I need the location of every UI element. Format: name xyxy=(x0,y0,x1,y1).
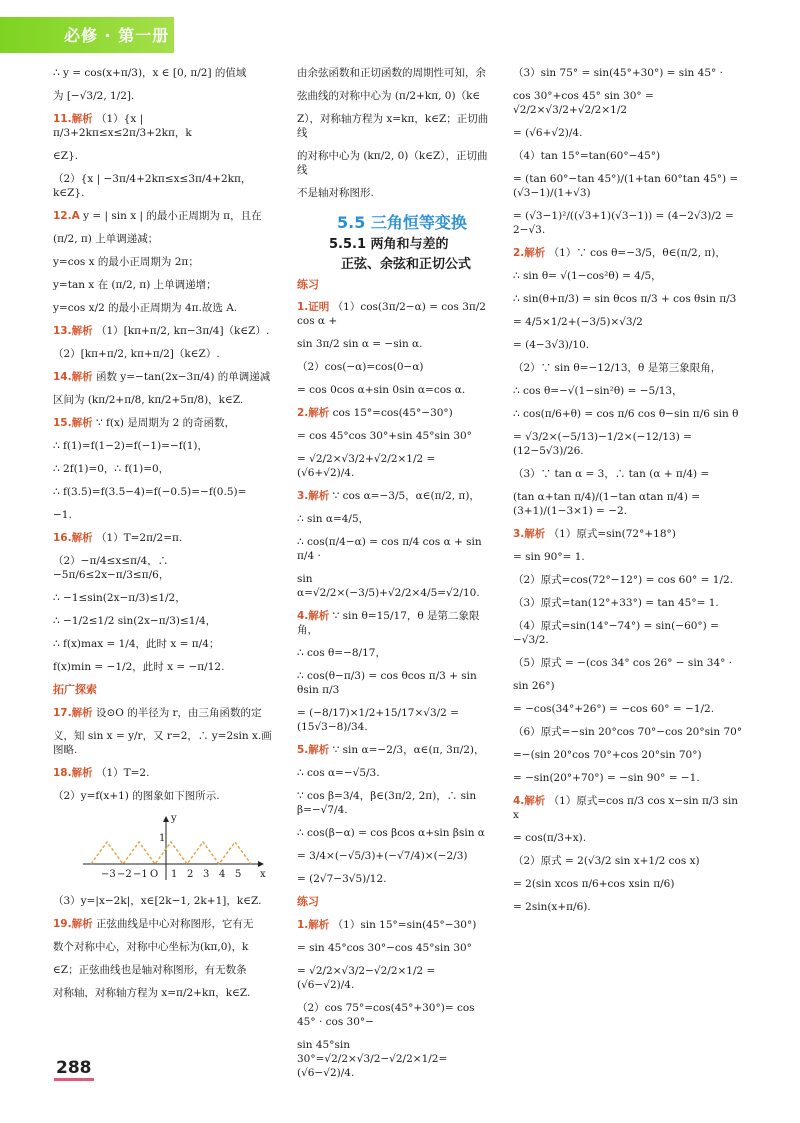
text-line xyxy=(513,315,745,329)
text-line xyxy=(53,324,275,338)
y-axis-label: y xyxy=(171,813,177,824)
text-line xyxy=(297,941,495,955)
text-line xyxy=(513,573,745,587)
answer-tag: 拓广探索 xyxy=(53,683,97,696)
text-line xyxy=(513,209,745,237)
line-text: （3）原式=tan(12°+33°) = tan 45°= 1. xyxy=(513,597,719,609)
text-line xyxy=(513,292,745,306)
line-text: （3）∵ tan α = 3，∴ tan (α + π/4) = xyxy=(513,468,710,480)
answer-tag: 11.解析 xyxy=(53,113,93,125)
answer-tag: 15.解析 xyxy=(53,417,93,429)
line-text: ∴ cos θ=−√(1−sin²θ) = −5/13， xyxy=(513,385,683,397)
line-text: ∴ f(1)=f(1−2)=f(−1)=−f(1)， xyxy=(53,440,209,452)
line-text: = −cos(34°+26°) = −cos 60° = −1/2. xyxy=(513,703,715,715)
line-text: 区间为 (kπ/2+π/8, kπ/2+5π/8)，k∈Z. xyxy=(53,394,244,406)
text-line xyxy=(297,300,495,328)
line-text: y = | sin x | 的最小正周期为 π，且在 xyxy=(83,210,262,222)
line-text: ∵ cos β=3/4，β∈(3π/2, 2π)，∴ sin β=−√7/4. xyxy=(297,790,477,816)
text-line xyxy=(53,637,275,651)
answer-tag: 1.证明 xyxy=(297,301,330,313)
text-line xyxy=(513,794,745,822)
text-line xyxy=(297,918,495,932)
text-line xyxy=(53,149,275,163)
line-text: = 3/4×(−√5/3)+(−√7/4)×(−2/3) xyxy=(297,850,468,862)
text-line xyxy=(53,439,275,453)
line-text: ∴ sin α=4/5， xyxy=(297,513,370,525)
text-line xyxy=(513,467,745,481)
text-line xyxy=(513,430,745,458)
answer-tag: 4.解析 xyxy=(297,610,330,622)
text-line xyxy=(297,337,495,351)
text-line xyxy=(53,370,275,384)
line-text: f(x)min = −1/2，此时 x = −π/12. xyxy=(53,661,225,673)
line-text: （1）cos(3π/2−α) = cos 3π/2 cos α + xyxy=(297,301,486,327)
answer-tag: 2.解析 xyxy=(297,407,330,419)
text-line xyxy=(297,766,495,780)
column-1-tail-lines xyxy=(53,894,275,1000)
line-text: ∴ cos(θ−π/3) = cos θcos π/3 + sin θsin π/3 xyxy=(297,670,477,696)
column-2-top-lines xyxy=(297,66,495,200)
practice-heading: 练习 xyxy=(297,278,319,291)
text-line xyxy=(53,706,275,720)
text-line xyxy=(513,725,745,739)
text-line xyxy=(53,232,275,246)
y-axis-arrow-icon xyxy=(163,816,169,822)
text-line xyxy=(513,361,745,375)
line-text: = sin 45°cos 30°−cos 45°sin 30° xyxy=(297,942,472,954)
line-text: （2）y=f(x+1) 的图象如下图所示. xyxy=(53,790,220,802)
column-2-body-lines xyxy=(297,300,495,1080)
x-tick-label: O xyxy=(150,869,159,880)
text-line xyxy=(53,209,275,223)
line-text: ∵ sin θ=15/17，θ 是第二象限角， xyxy=(297,610,480,636)
graph-svg xyxy=(53,812,275,886)
line-text: （2）−π/4≤x≤π/4，∴ −5π/6≤2x−π/3≤π/6， xyxy=(53,555,170,581)
text-line xyxy=(53,614,275,628)
text-line xyxy=(297,646,495,660)
line-text: = √3/2×(−5/13)−1/2×(−12/13) = (12−5√3)/26. xyxy=(513,431,692,457)
answer-tag: 19.解析 xyxy=(53,918,93,930)
line-text: （1）[kπ+π/2, kπ−3π/4]（k∈Z）. xyxy=(95,325,270,337)
line-text: 数个对称中心，对称中心坐标为(kπ,0)，k xyxy=(53,941,249,953)
line-text: = (2√7−3√5)/12. xyxy=(297,873,387,885)
text-line xyxy=(297,572,495,600)
line-text: = √2/2×√3/2+√2/2×1/2 = (√6+√2)/4. xyxy=(297,453,436,479)
line-text: cos 15°=cos(45°−30°) xyxy=(332,407,453,419)
x-tick-label: 5 xyxy=(235,869,242,880)
line-text: （1）原式=sin(72°+18°) xyxy=(548,528,676,540)
text-line xyxy=(53,917,275,931)
line-text: （4）tan 15°=tan(60°−45°) xyxy=(513,150,661,162)
line-text: （4）原式=sin(14°−74°) = sin(−60°) = −√3/2. xyxy=(513,620,719,646)
line-text: （1）原式=cos π/3 cos x−sin π/3 sin x xyxy=(513,795,738,821)
text-line xyxy=(53,894,275,908)
line-text: （1）sin 15°=sin(45°−30°) xyxy=(332,919,477,931)
text-line xyxy=(297,112,495,140)
x-tick-label: −1 xyxy=(133,869,148,880)
section-subtitle-2: 正弦、余弦和正切公式 xyxy=(341,257,472,272)
line-text: = 2sin(x+π/6). xyxy=(513,901,591,913)
line-text: −1. xyxy=(53,509,72,521)
answer-tag: 4.解析 xyxy=(513,795,546,807)
text-line xyxy=(53,683,275,697)
text-line xyxy=(53,278,275,292)
text-line xyxy=(513,172,745,200)
line-text: 不是轴对称图形. xyxy=(297,187,374,199)
x-axis-arrow-icon xyxy=(258,861,264,867)
page-number-underline xyxy=(54,1078,94,1081)
line-text: （2）原式=cos(72°−12°) = cos 60° = 1/2. xyxy=(513,574,734,586)
line-text: ∴ sin θ= √(1−cos²θ) = 4/5， xyxy=(513,270,662,282)
text-line xyxy=(53,112,275,140)
header-title: 必修 · 第一册 xyxy=(64,26,170,45)
line-text: 义，知 sin x = y/r，又 r=2，∴ y=2sin x.画图略. xyxy=(53,730,272,756)
column-1-lines xyxy=(53,66,275,803)
text-line xyxy=(53,766,275,780)
line-text: sin 26°) xyxy=(513,680,555,692)
text-line xyxy=(297,383,495,397)
text-line xyxy=(513,596,745,610)
line-text: = 2(sin xcos π/6+cos xsin π/6) xyxy=(513,878,675,890)
y-tick-label: 1 xyxy=(159,833,166,844)
text-line xyxy=(513,338,745,352)
column-3-lines xyxy=(513,66,745,914)
line-text: = √2/2×√3/2−√2/2×1/2 = (√6−√2)/4. xyxy=(297,965,436,991)
line-text: ∴ 2f(1)=0，∴ f(1)=0， xyxy=(53,463,170,475)
text-line xyxy=(53,89,275,103)
text-line xyxy=(297,360,495,374)
column-2 xyxy=(297,66,495,1089)
text-line xyxy=(53,66,275,80)
line-text: = −sin(20°+70°) = −sin 90° = −1. xyxy=(513,772,700,784)
text-line xyxy=(53,940,275,954)
text-line xyxy=(513,619,745,647)
answer-tag: 5.解析 xyxy=(297,744,330,756)
text-line xyxy=(513,246,745,260)
x-tick-label: 2 xyxy=(187,869,194,880)
line-text: cos 30°+cos 45° sin 30° = √2/2×√3/2+√2/2×1/2 xyxy=(513,90,654,116)
page-number: 288 xyxy=(56,1058,92,1078)
line-text: （2）原式 = 2(√3/2 sin x+1/2 cos x) xyxy=(513,855,700,867)
line-text: 函数 y=−tan(2x−3π/4) 的单调递减 xyxy=(95,371,271,383)
answer-tag: 1.解析 xyxy=(297,919,330,931)
text-line xyxy=(53,660,275,674)
text-line xyxy=(53,729,275,757)
text-line xyxy=(53,393,275,407)
text-line xyxy=(53,554,275,582)
line-text: ∴ y = cos(x+π/3)，x ∈ [0, π/2] 的值域 xyxy=(53,67,247,79)
text-line xyxy=(513,702,745,716)
answer-tag: 13.解析 xyxy=(53,325,93,337)
column-3 xyxy=(513,66,745,923)
text-line xyxy=(297,1038,495,1080)
line-text: ∈Z}. xyxy=(53,150,79,162)
text-line xyxy=(297,406,495,420)
text-line xyxy=(513,679,745,693)
line-text: = cos 0cos α+sin 0sin α=cos α. xyxy=(297,384,466,396)
text-line xyxy=(297,789,495,817)
line-text: （3）sin 75° = sin(45°+30°) = sin 45° · xyxy=(513,67,723,79)
text-line xyxy=(297,429,495,443)
line-text: ∵ f(x) 是周期为 2 的奇函数， xyxy=(95,417,236,429)
section-title: 5.5 三角恒等变换 xyxy=(337,213,467,232)
text-line xyxy=(513,656,745,670)
line-text: 设⊙O 的半径为 r，由三角函数的定 xyxy=(95,707,262,719)
line-text: sin α=√2/2×(−3/5)+√2/2×4/5=√2/10. xyxy=(297,573,480,599)
text-line xyxy=(297,512,495,526)
line-text: 为 [−√3/2, 1/2]. xyxy=(53,90,135,102)
line-text: （5）原式 = −(cos 34° cos 26° − sin 34° · xyxy=(513,657,733,669)
text-line xyxy=(297,89,495,103)
answer-tag: 3.解析 xyxy=(297,490,330,502)
line-text: （2）cos 75°=cos(45°+30°)= cos 45° · cos 30°− xyxy=(297,1002,475,1028)
text-line xyxy=(513,269,745,283)
line-text: （2）cos(−α)=cos(0−α) xyxy=(297,361,424,373)
text-line xyxy=(297,186,495,200)
line-text: ∴ f(x)max = 1/4，此时 x = π/4； xyxy=(53,638,220,650)
text-line xyxy=(297,826,495,840)
text-line xyxy=(297,489,495,503)
line-text: ∵ sin α=−2/3，α∈(π, 3π/2)， xyxy=(332,744,485,756)
line-text: sin 45°sin 30°=√2/2×√3/2−√2/2×1/2=(√6−√2)/4. xyxy=(297,1039,448,1079)
line-text: =−(sin 20°cos 70°+cos 20°sin 70°) xyxy=(513,749,702,761)
text-line xyxy=(297,1001,495,1029)
text-line xyxy=(297,452,495,480)
line-text: y=cos x/2 的最小正周期为 4π.故选 A. xyxy=(53,302,238,314)
line-text: 正弦曲线是中心对称图形，它有无 xyxy=(95,918,254,930)
answer-tag: 18.解析 xyxy=(53,767,93,779)
x-axis-label: x xyxy=(260,869,266,880)
function-graph xyxy=(53,812,275,886)
line-text: （6）原式=−sin 20°cos 70°−cos 20°sin 70° xyxy=(513,726,743,738)
line-text: （1）T=2. xyxy=(95,767,150,779)
text-line xyxy=(297,964,495,992)
text-line xyxy=(513,407,745,421)
line-text: (tan α+tan π/4)/(1−tan αtan π/4) = (3+1)/(1−3×1) = −2. xyxy=(513,491,701,517)
text-line xyxy=(297,535,495,563)
answer-tag: 17.解析 xyxy=(53,707,93,719)
line-text: = (tan 60°−tan 45°)/(1+tan 60°tan 45°) = (√3−1)/(1+√3) xyxy=(513,173,739,199)
line-text: ∴ cos α=−√5/3. xyxy=(297,767,380,779)
text-line xyxy=(297,895,495,909)
text-line xyxy=(53,508,275,522)
text-line xyxy=(297,669,495,697)
line-text: ∴ cos(π/6+θ) = cos π/6 cos θ−sin π/6 sin θ xyxy=(513,408,739,420)
line-text: sin 3π/2 sin α = −sin α. xyxy=(297,338,423,350)
line-text: ∴ sin(θ+π/3) = sin θcos π/3 + cos θsin π/3 xyxy=(513,293,737,305)
line-text: （2）{x | −3π/4+2kπ≤x≤3π/4+2kπ，k∈Z}. xyxy=(53,173,252,199)
column-1 xyxy=(53,66,275,1009)
text-line xyxy=(513,831,745,845)
text-line xyxy=(513,89,745,117)
line-text: 对称轴，对称轴方程为 x=π/2+kπ，k∈Z. xyxy=(53,987,251,999)
text-line xyxy=(297,872,495,886)
line-text: = (√3−1)²/((√3+1)(√3−1)) = (4−2√3)/2 = 2−√3. xyxy=(513,210,734,236)
x-tick-label: −2 xyxy=(117,869,132,880)
x-tick-label: 1 xyxy=(171,869,178,880)
line-text: y=cos x 的最小正周期为 2π； xyxy=(53,256,199,268)
line-text: ∴ −1≤sin(2x−π/3)≤1/2， xyxy=(53,592,186,604)
section-subtitle: 5.5.1 两角和与差的 xyxy=(329,237,449,252)
x-tick-label: −3 xyxy=(101,869,116,880)
line-text: (π/2, π) 上单调递减； xyxy=(53,233,159,245)
text-line xyxy=(53,591,275,605)
line-text: = 4/5×1/2+(−3/5)×√3/2 xyxy=(513,316,643,328)
line-text: （1）∵ cos θ=−3/5，θ∈(π/2, π)， xyxy=(548,247,726,259)
text-line xyxy=(53,531,275,545)
answer-tag: 12.A xyxy=(53,210,80,222)
text-line xyxy=(53,301,275,315)
text-line xyxy=(513,66,745,80)
line-text: = (4−3√3)/10. xyxy=(513,339,590,351)
text-line xyxy=(297,66,495,80)
line-text: = (−8/17)×1/2+15/17×√3/2 = (15√3−8)/34. xyxy=(297,707,459,733)
text-line xyxy=(53,347,275,361)
answer-tag: 3.解析 xyxy=(513,528,546,540)
text-line xyxy=(513,854,745,868)
text-line xyxy=(53,172,275,200)
line-text: 的对称中心为 (kπ/2, 0)（k∈Z），正切曲线 xyxy=(297,150,488,176)
text-line xyxy=(513,550,745,564)
text-line xyxy=(53,255,275,269)
text-line xyxy=(297,849,495,863)
line-text: ∵ cos α=−3/5，α∈(π/2, π)， xyxy=(332,490,480,502)
line-text: = cos 45°cos 30°+sin 45°sin 30° xyxy=(297,430,472,442)
x-tick-label: 4 xyxy=(219,869,226,880)
line-text: （1）{x | π/3+2kπ≤x≤2π/3+2kπ，k xyxy=(53,113,192,139)
text-line xyxy=(53,462,275,476)
graph-curve xyxy=(91,842,251,864)
line-text: Z），对称轴方程为 x=kπ，k∈Z；正切曲线 xyxy=(297,113,489,139)
text-line xyxy=(513,877,745,891)
line-text: ∈Z；正弦曲线也是轴对称图形，有无数条 xyxy=(53,964,247,976)
x-tick-label: 3 xyxy=(203,869,210,880)
line-text: ∴ cos θ=−8/17， xyxy=(297,647,386,659)
text-line xyxy=(53,789,275,803)
text-line xyxy=(513,900,745,914)
line-text: ∴ f(3.5)=f(3.5−4)=f(−0.5)=−f(0.5)= xyxy=(53,486,247,498)
line-text: ∴ cos(π/4−α) = cos π/4 cos α + sin π/4 · xyxy=(297,536,482,562)
text-line xyxy=(297,609,495,637)
text-line xyxy=(513,490,745,518)
answer-tag: 16.解析 xyxy=(53,532,93,544)
answer-tag: 练习 xyxy=(297,895,319,908)
line-text: （3）y=|x−2k|，x∈[2k−1, 2k+1]，k∈Z. xyxy=(53,895,262,907)
text-line xyxy=(53,485,275,499)
line-text: （2）∵ sin θ=−12/13，θ 是第三象限角， xyxy=(513,362,722,374)
text-line xyxy=(53,986,275,1000)
line-text: 由余弦函数和正切函数的周期性可知，余 xyxy=(297,67,486,79)
line-text: （2）[kπ+π/2, kπ+π/2]（k∈Z）. xyxy=(53,348,220,360)
answer-tag: 2.解析 xyxy=(513,247,546,259)
text-line xyxy=(297,149,495,177)
text-line xyxy=(513,384,745,398)
text-line xyxy=(513,748,745,762)
line-text: 弦曲线的对称中心为 (π/2+kπ, 0)（k∈ xyxy=(297,90,481,102)
line-text: = (√6+√2)/4. xyxy=(513,127,583,139)
line-text: = sin 90°= 1. xyxy=(513,551,585,563)
text-line xyxy=(53,963,275,977)
text-line xyxy=(53,416,275,430)
text-line xyxy=(297,706,495,734)
line-text: y=tan x 在 (π/2, π) 上单调递增； xyxy=(53,279,217,291)
text-line xyxy=(297,743,495,757)
text-line xyxy=(513,126,745,140)
line-text: = cos(π/3+x). xyxy=(513,832,587,844)
answer-tag: 14.解析 xyxy=(53,371,93,383)
text-line xyxy=(513,527,745,541)
line-text: （1）T=2π/2=π. xyxy=(95,532,183,544)
text-line xyxy=(513,149,745,163)
text-line xyxy=(513,771,745,785)
line-text: ∴ −1/2≤1/2 sin(2x−π/3)≤1/4， xyxy=(53,615,217,627)
line-text: ∴ cos(β−α) = cos βcos α+sin βsin α xyxy=(297,827,485,839)
